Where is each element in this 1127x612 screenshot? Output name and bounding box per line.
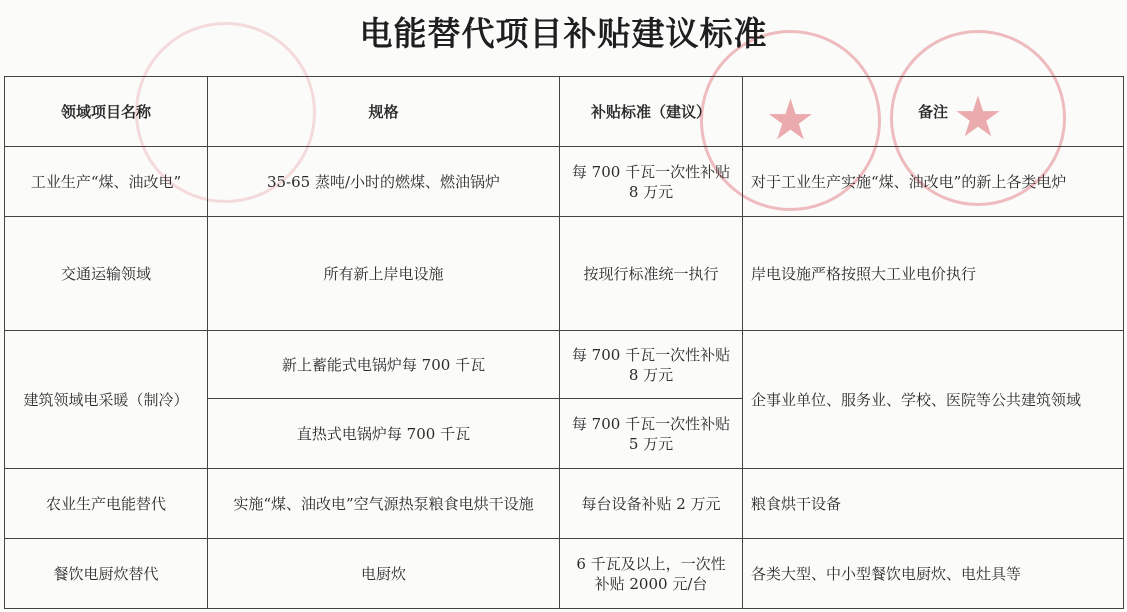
subsidy-line: 5 万元	[628, 434, 674, 453]
table-row	[5, 331, 1124, 399]
spec-cell: 新上蓄能式电锅炉每 700 千瓦	[208, 331, 560, 399]
star-icon: ★	[765, 87, 816, 153]
table-row	[5, 147, 1124, 217]
subsidy-line: 8 万元	[628, 365, 674, 384]
table-header-row	[5, 77, 1124, 147]
subsidy-cell	[560, 399, 743, 469]
field-cell: 建筑领域电采暖（制冷）	[5, 331, 208, 469]
subsidy-cell	[560, 331, 743, 399]
subsidy-line: 每 700 千瓦一次性补贴	[571, 162, 731, 181]
header-subsidy: 补贴标准（建议）	[560, 77, 743, 147]
subsidy-table	[4, 76, 1124, 609]
subsidy-line: 8 万元	[628, 182, 674, 201]
header-spec: 规格	[208, 77, 560, 147]
subsidy-cell	[560, 147, 743, 217]
field-cell: 交通运输领域	[5, 217, 208, 331]
subsidy-line: 每台设备补贴 2 万元	[581, 494, 721, 513]
subsidy-cell	[560, 539, 743, 609]
field-cell: 农业生产电能替代	[5, 469, 208, 539]
subsidy-line: 每 700 千瓦一次性补贴	[571, 414, 731, 433]
subsidy-cell	[560, 469, 743, 539]
table-row	[5, 217, 1124, 331]
spec-cell: 直热式电锅炉每 700 千瓦	[208, 399, 560, 469]
field-cell: 工业生产“煤、油改电”	[5, 147, 208, 217]
subsidy-cell	[560, 217, 743, 331]
subsidy-line: 按现行标准统一执行	[583, 264, 719, 283]
note-cell: 企事业单位、服务业、学校、医院等公共建筑领域	[743, 331, 1124, 469]
spec-cell: 35-65 蒸吨/小时的燃煤、燃油锅炉	[208, 147, 560, 217]
spec-cell: 所有新上岸电设施	[208, 217, 560, 331]
note-cell: 粮食烘干设备	[743, 469, 1124, 539]
note-cell: 岸电设施严格按照大工业电价执行	[743, 217, 1124, 331]
star-icon: ★	[952, 85, 1004, 150]
subsidy-line: 补贴 2000 元/台	[594, 574, 708, 593]
note-cell: 各类大型、中小型餐饮电厨炊、电灶具等	[743, 539, 1124, 609]
page-title: 电能替代项目补贴建议标准	[359, 14, 768, 53]
subsidy-line: 6 千瓦及以上，一次性	[576, 554, 726, 573]
table-row	[5, 469, 1124, 539]
spec-cell: 电厨炊	[208, 539, 560, 609]
table-row	[5, 539, 1124, 609]
header-note: 备注	[743, 77, 1124, 147]
header-field: 领域项目名称	[5, 77, 208, 147]
note-cell: 对于工业生产实施“煤、油改电”的新上各类电炉	[743, 147, 1124, 217]
field-cell: 餐饮电厨炊替代	[5, 539, 208, 609]
subsidy-line: 每 700 千瓦一次性补贴	[571, 345, 731, 364]
spec-cell: 实施“煤、油改电”空气源热泵粮食电烘干设施	[208, 469, 560, 539]
